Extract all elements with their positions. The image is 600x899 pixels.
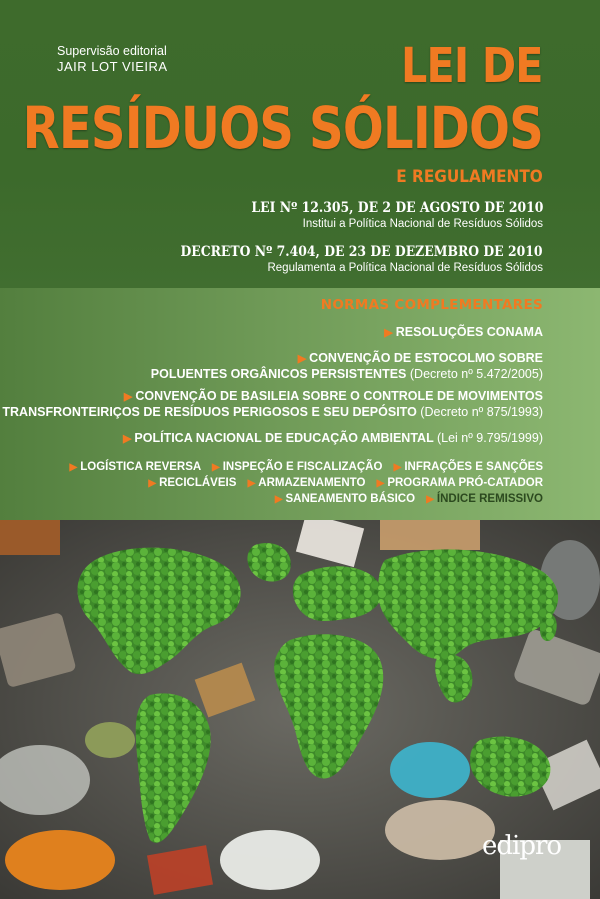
book-subtitle: E REGULAMENTO xyxy=(396,167,543,187)
topics-row-3 xyxy=(267,492,543,507)
law-block-2 xyxy=(149,244,543,276)
triangle-bullet-icon: ▶ xyxy=(148,478,157,489)
book-title-line1: LEI DE xyxy=(401,38,543,94)
triangle-bullet-icon: ▶ xyxy=(384,327,393,339)
supervisor-name: JAIR LOT VIEIRA xyxy=(57,59,168,74)
publisher-logo: edipro xyxy=(482,831,562,861)
norm-reference: (Decreto nº 875/1993) xyxy=(420,405,543,419)
topic: ÍNDICE REMISSIVO xyxy=(436,493,543,505)
norm-text: POLUENTES ORGÂNICOS PERSISTENTES xyxy=(150,367,407,381)
norm-item-basel-line1 xyxy=(124,389,543,405)
norm-item-stockholm-line1 xyxy=(298,351,543,367)
law-heading: LEI Nº 12.305, DE 2 DE AGOSTO DE 2010 xyxy=(250,200,543,216)
topic: RECICLÁVEIS xyxy=(159,477,237,489)
law-block-1 xyxy=(226,200,543,232)
triangle-bullet-icon: ▶ xyxy=(247,478,256,489)
supervision-label: Supervisão editorial xyxy=(57,44,167,58)
norm-item-conama xyxy=(384,325,543,341)
law-description: Institui a Política Nacional de Resíduos Sólidos xyxy=(302,218,543,230)
topic: LOGÍSTICA REVERSA xyxy=(80,461,201,473)
topic: INSPEÇÃO E FISCALIZAÇÃO xyxy=(222,461,383,473)
topics-row-2 xyxy=(140,476,543,491)
decree-description: Regulamenta a Política Nacional de Resíduos Sólidos xyxy=(267,262,543,274)
norm-item-education xyxy=(123,431,543,447)
norm-reference: (Lei nº 9.795/1999) xyxy=(436,431,543,445)
topic: PROGRAMA PRÓ-CATADOR xyxy=(387,477,543,489)
triangle-bullet-icon: ▶ xyxy=(211,462,220,473)
topic: ARMAZENAMENTO xyxy=(258,477,366,489)
norms-title: NORMAS COMPLEMENTARES xyxy=(320,297,543,313)
triangle-bullet-icon: ▶ xyxy=(376,478,385,489)
norm-text: CONVENÇÃO DE ESTOCOLMO SOBRE xyxy=(309,351,543,365)
norm-text: POLÍTICA NACIONAL DE EDUCAÇÃO AMBIENTAL xyxy=(134,431,434,445)
triangle-bullet-icon: ▶ xyxy=(393,462,402,473)
editorial-supervision xyxy=(57,44,168,74)
triangle-bullet-icon: ▶ xyxy=(123,391,133,403)
decree-heading: DECRETO Nº 7.404, DE 23 DE DEZEMBRO DE 2010 xyxy=(180,244,543,260)
triangle-bullet-icon: ▶ xyxy=(297,353,307,365)
norm-text: RESOLUÇÕES CONAMA xyxy=(395,325,543,339)
norm-text: CONVENÇÃO DE BASILEIA SOBRE O CONTROLE DE MOVIMENTOS xyxy=(135,389,543,403)
topic: SANEAMENTO BÁSICO xyxy=(285,493,416,505)
book-title-line2: RESÍDUOS SÓLIDOS xyxy=(22,94,543,162)
triangle-bullet-icon: ▶ xyxy=(69,462,78,473)
topic: INFRAÇÕES E SANÇÕES xyxy=(404,461,543,473)
triangle-bullet-icon: ▶ xyxy=(122,433,132,445)
norm-reference: (Decreto nº 5.472/2005) xyxy=(409,367,543,381)
triangle-bullet-icon: ▶ xyxy=(274,494,283,505)
topics-row-1 xyxy=(62,460,543,475)
triangle-bullet-icon: ▶ xyxy=(426,494,434,505)
norm-item-basel-line2 xyxy=(2,405,543,420)
norm-item-stockholm-line2 xyxy=(151,367,543,382)
norm-text: TRANSFRONTEIRIÇOS DE RESÍDUOS PERIGOSOS E SEU DEPÓSITO xyxy=(2,405,417,419)
